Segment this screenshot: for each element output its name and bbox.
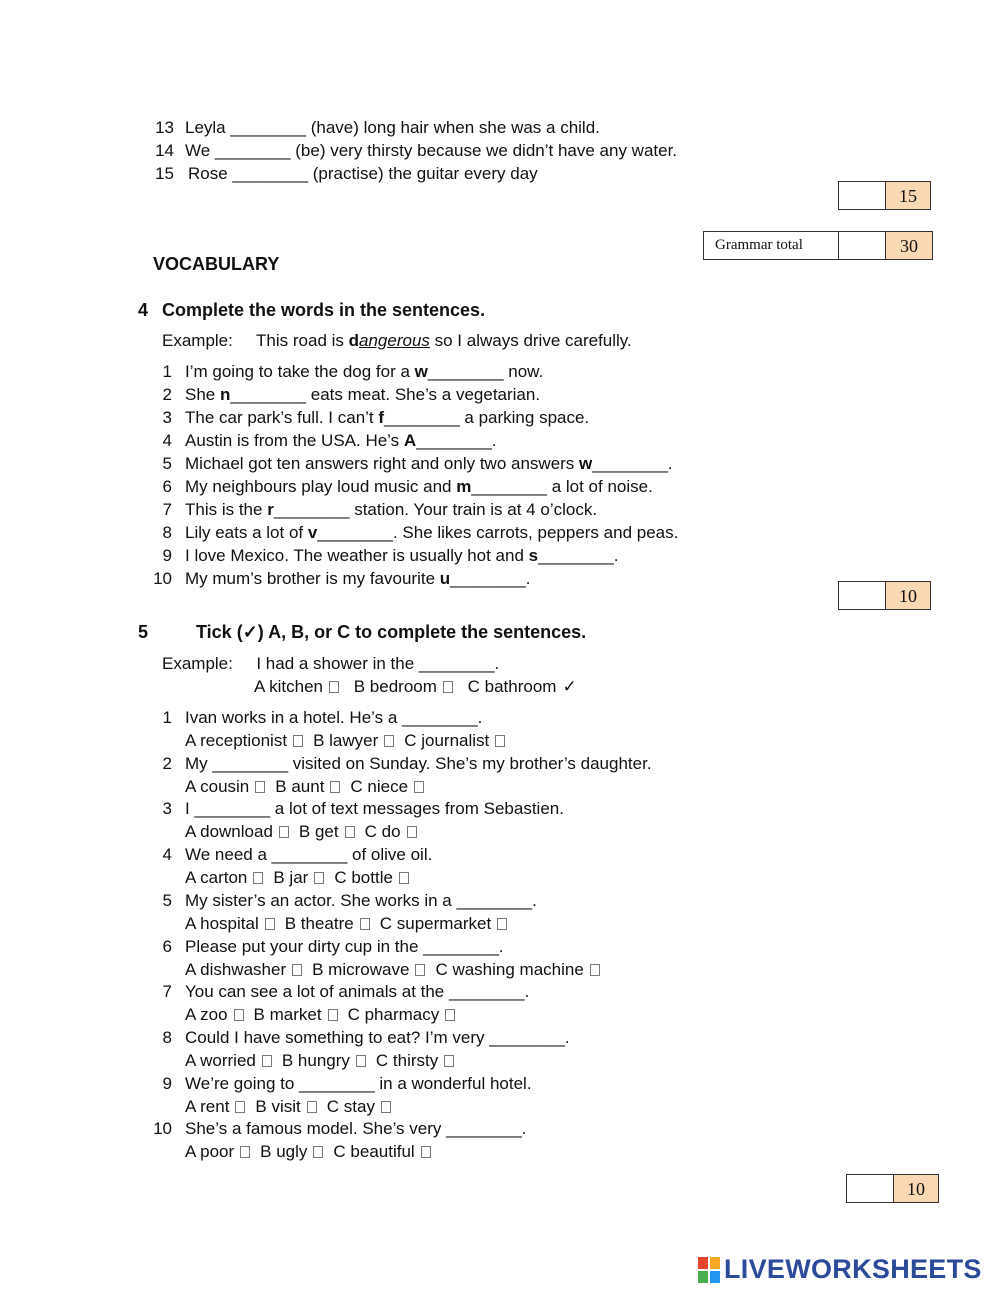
checkbox[interactable] [590,964,600,976]
checkbox[interactable] [234,1009,244,1021]
option-label: A poor [185,1142,235,1162]
option-label: B bedroom [353,677,437,696]
checkbox[interactable] [235,1101,245,1113]
options-row [185,867,413,889]
sentence-end[interactable]: ________ a parking space. [384,408,590,427]
option-label: B ugly [260,1142,308,1162]
item-number: 6 [162,477,172,496]
question: We need a ________ of olive oil. [185,845,433,865]
sentence-start: I love Mexico. The weather is usually hot and [185,546,529,565]
first-letter: m [456,477,472,496]
checkbox[interactable] [262,1055,272,1067]
question: Ivan works in a hotel. He’s a ________. [185,708,483,727]
example-letter: d [348,331,360,350]
item-number: 10 [153,1119,172,1139]
sentence [185,522,678,544]
tick-icon: ✓ [562,677,577,696]
item-number: 6 [162,936,172,956]
option-label: A carton [185,868,248,888]
sentence-end[interactable]: ________ now. [427,362,544,381]
grammar-total-score: 30 [885,231,933,260]
question: She’s a famous model. She’s very ________. [185,1119,527,1139]
item-number: 4 [162,431,172,450]
sentence [185,499,597,521]
grammar-score: 15 [885,181,931,210]
options-row [185,821,421,843]
sentence [185,361,543,383]
option-label: C niece [350,776,409,796]
options-row [185,959,604,981]
option-label: B get [298,822,339,842]
options-row [185,1050,458,1072]
item-number: 4 [162,845,172,865]
exercise-number: 4 [138,300,149,320]
exercise-instruction: Complete the words in the sentences. [162,300,486,320]
item-number: 5 [162,890,172,910]
sentence [185,476,653,498]
first-letter: A [403,431,417,450]
question: I ________ a lot of text messages from Sebastien. [185,799,564,819]
sentence [185,407,589,429]
example-row [162,330,632,352]
checkbox[interactable] [399,872,409,884]
checkbox[interactable] [253,872,263,884]
checkbox[interactable] [292,964,302,976]
options-row [185,1096,395,1118]
checkbox[interactable] [313,1146,323,1158]
option-label: B hungry [281,1050,350,1070]
option-label: C supermarket [379,913,492,933]
option-label: B jar [273,868,309,888]
checkbox[interactable] [381,1101,391,1113]
checkbox[interactable] [329,681,339,693]
first-letter: r [267,500,274,519]
sentence-end[interactable]: ________ a lot of noise. [471,477,653,496]
option-label: A rent [185,1096,230,1116]
question: You can see a lot of animals at the ________. [185,982,530,1002]
option-label: A dishwasher [185,959,287,979]
options-row [185,776,428,798]
checkbox[interactable] [445,1009,455,1021]
sentence-start: She [185,385,220,404]
option-label: C bottle [334,868,393,888]
exercise-instruction [196,622,586,643]
option-label: A worried [185,1050,256,1070]
sentence-end[interactable]: ________. She likes carrots, peppers and peas. [317,523,679,542]
checkbox[interactable] [443,681,453,693]
sentence-end[interactable]: ________. [416,431,497,450]
option-label: B market [253,1005,322,1025]
option-label: C washing machine [435,959,584,979]
example-pre: This road is [256,331,349,350]
option-label: C thirsty [375,1050,439,1070]
item-number: 2 [162,385,172,404]
instruction-part: Tick ( [196,622,243,642]
checkbox[interactable] [255,781,265,793]
options-row [185,1141,435,1163]
option-label: B lawyer [313,731,379,750]
sentence-end[interactable]: ________ eats meat. She’s a vegetarian. [230,385,541,404]
sentence-start: Lily eats a lot of [185,523,308,542]
score-input-box[interactable] [838,181,886,210]
option-label: A kitchen [254,677,323,696]
sentence-start: My mum’s brother is my favourite [185,569,440,588]
option-label: C pharmacy [347,1005,440,1025]
example-label: Example: [162,331,233,350]
sentence-end[interactable]: ________. [538,546,619,565]
option-label: A download [185,822,273,842]
item-number: 2 [162,753,172,773]
score-input-box[interactable] [838,581,886,610]
grammar-total-label: Grammar total [703,231,839,260]
sentence-start: Austin is from the USA. He’s [185,431,404,450]
grammar-total-input-box[interactable] [838,231,886,260]
exercise-5-score: 10 [893,1174,939,1203]
question: My sister’s an actor. She works in a ________. [185,890,537,910]
example-post: so I always drive carefully. [429,331,632,350]
sentence-start: Michael got ten answers right and only two answers [185,454,580,473]
sentence-start: My neighbours play loud music and [185,477,457,496]
grammar-item-text: Leyla ________ (have) long hair when she was a child. [185,118,600,137]
example-label: Example: [162,654,233,673]
checkbox[interactable] [495,735,505,747]
option-label: A zoo [185,1005,228,1025]
checkbox[interactable] [497,918,507,930]
logo-icon [698,1257,720,1283]
first-letter: v [307,523,318,542]
question: Please put your dirty cup in the ________. [185,936,504,956]
option-label: B visit [255,1096,301,1116]
checkbox[interactable] [265,918,275,930]
checkbox[interactable] [360,918,370,930]
option-label: C bathroom [467,677,557,696]
item-number: 8 [162,523,172,542]
item-number: 10 [153,569,172,588]
exercise-4-score: 10 [885,581,931,610]
item-number: 3 [162,408,172,427]
checkbox[interactable] [384,735,394,747]
section-title: VOCABULARY [153,254,280,274]
question: We’re going to ________ in a wonderful hotel. [185,1073,532,1093]
grammar-item-text: Rose ________ (practise) the guitar every day [188,164,538,183]
item-number: 8 [162,1027,172,1047]
item-number: 14 [155,141,174,160]
checkbox[interactable] [240,1146,250,1158]
question: Could I have something to eat? I’m very ________. [185,1027,570,1047]
checkbox[interactable] [444,1055,454,1067]
first-letter: u [439,569,451,588]
item-number: 5 [162,454,172,473]
option-label: C beautiful [333,1142,415,1162]
checkbox[interactable] [330,781,340,793]
option-label: A hospital [185,913,259,933]
checkbox[interactable] [328,1009,338,1021]
first-letter: f [378,408,385,427]
sentence [185,453,673,475]
first-letter: s [528,546,539,565]
item-number: 9 [162,1073,172,1093]
sentence-end[interactable]: ________. [450,569,531,588]
tick-icon: ✓ [242,622,258,642]
checkbox[interactable] [421,1146,431,1158]
checkbox[interactable] [345,826,355,838]
item-number: 1 [162,708,172,727]
example-question: I had a shower in the ________. [256,654,500,673]
logo-text: LIVEWORKSHEETS [724,1254,982,1284]
instruction-part: ) A, B, or C to complete the sentences. [257,622,587,642]
checkbox[interactable] [414,781,424,793]
checkbox[interactable] [407,826,417,838]
checkbox[interactable] [279,826,289,838]
options-row [185,1004,459,1026]
options-row [185,913,511,935]
sentence-start: This is the [185,500,268,519]
item-number: 9 [162,546,172,565]
option-label: A cousin [185,776,250,796]
checkbox[interactable] [415,964,425,976]
score-input-box[interactable] [846,1174,894,1203]
option-label: B microwave [312,959,410,979]
option-label: A receptionist [185,731,288,750]
checkbox[interactable] [314,872,324,884]
item-number: 1 [162,362,172,381]
item-number: 3 [162,799,172,819]
question: My ________ visited on Sunday. She’s my brother’s daughter. [185,753,652,773]
option-label: B theatre [284,913,354,933]
sentence-end[interactable]: ________. [592,454,673,473]
example-row [162,653,499,675]
exercise-number: 5 [138,622,149,642]
item-number: 7 [162,500,172,519]
item-number: 7 [162,982,172,1002]
sentence [185,384,540,406]
checkbox[interactable] [356,1055,366,1067]
first-letter: n [219,385,231,404]
sentence-start: I’m going to take the dog for a [185,362,415,381]
sentence [185,545,619,567]
example-options [254,676,577,698]
grammar-item-text: We ________ (be) very thirsty because we didn’t have any water. [185,141,678,160]
checkbox[interactable] [307,1101,317,1113]
item-number: 13 [155,118,174,137]
options-row [185,730,509,752]
option-label: B aunt [275,776,325,796]
sentence [185,430,497,452]
item-number: 15 [155,164,174,183]
sentence-start: The car park’s full. I can’t [185,408,379,427]
example-answer: angerous [359,331,430,350]
sentence [185,568,531,590]
sentence-end[interactable]: ________ station. Your train is at 4 o’clock. [273,500,598,519]
checkbox[interactable] [293,735,303,747]
first-letter: w [579,454,593,473]
first-letter: w [414,362,428,381]
option-label: C journalist [404,731,490,750]
option-label: C stay [326,1096,375,1116]
option-label: C do [364,822,401,842]
